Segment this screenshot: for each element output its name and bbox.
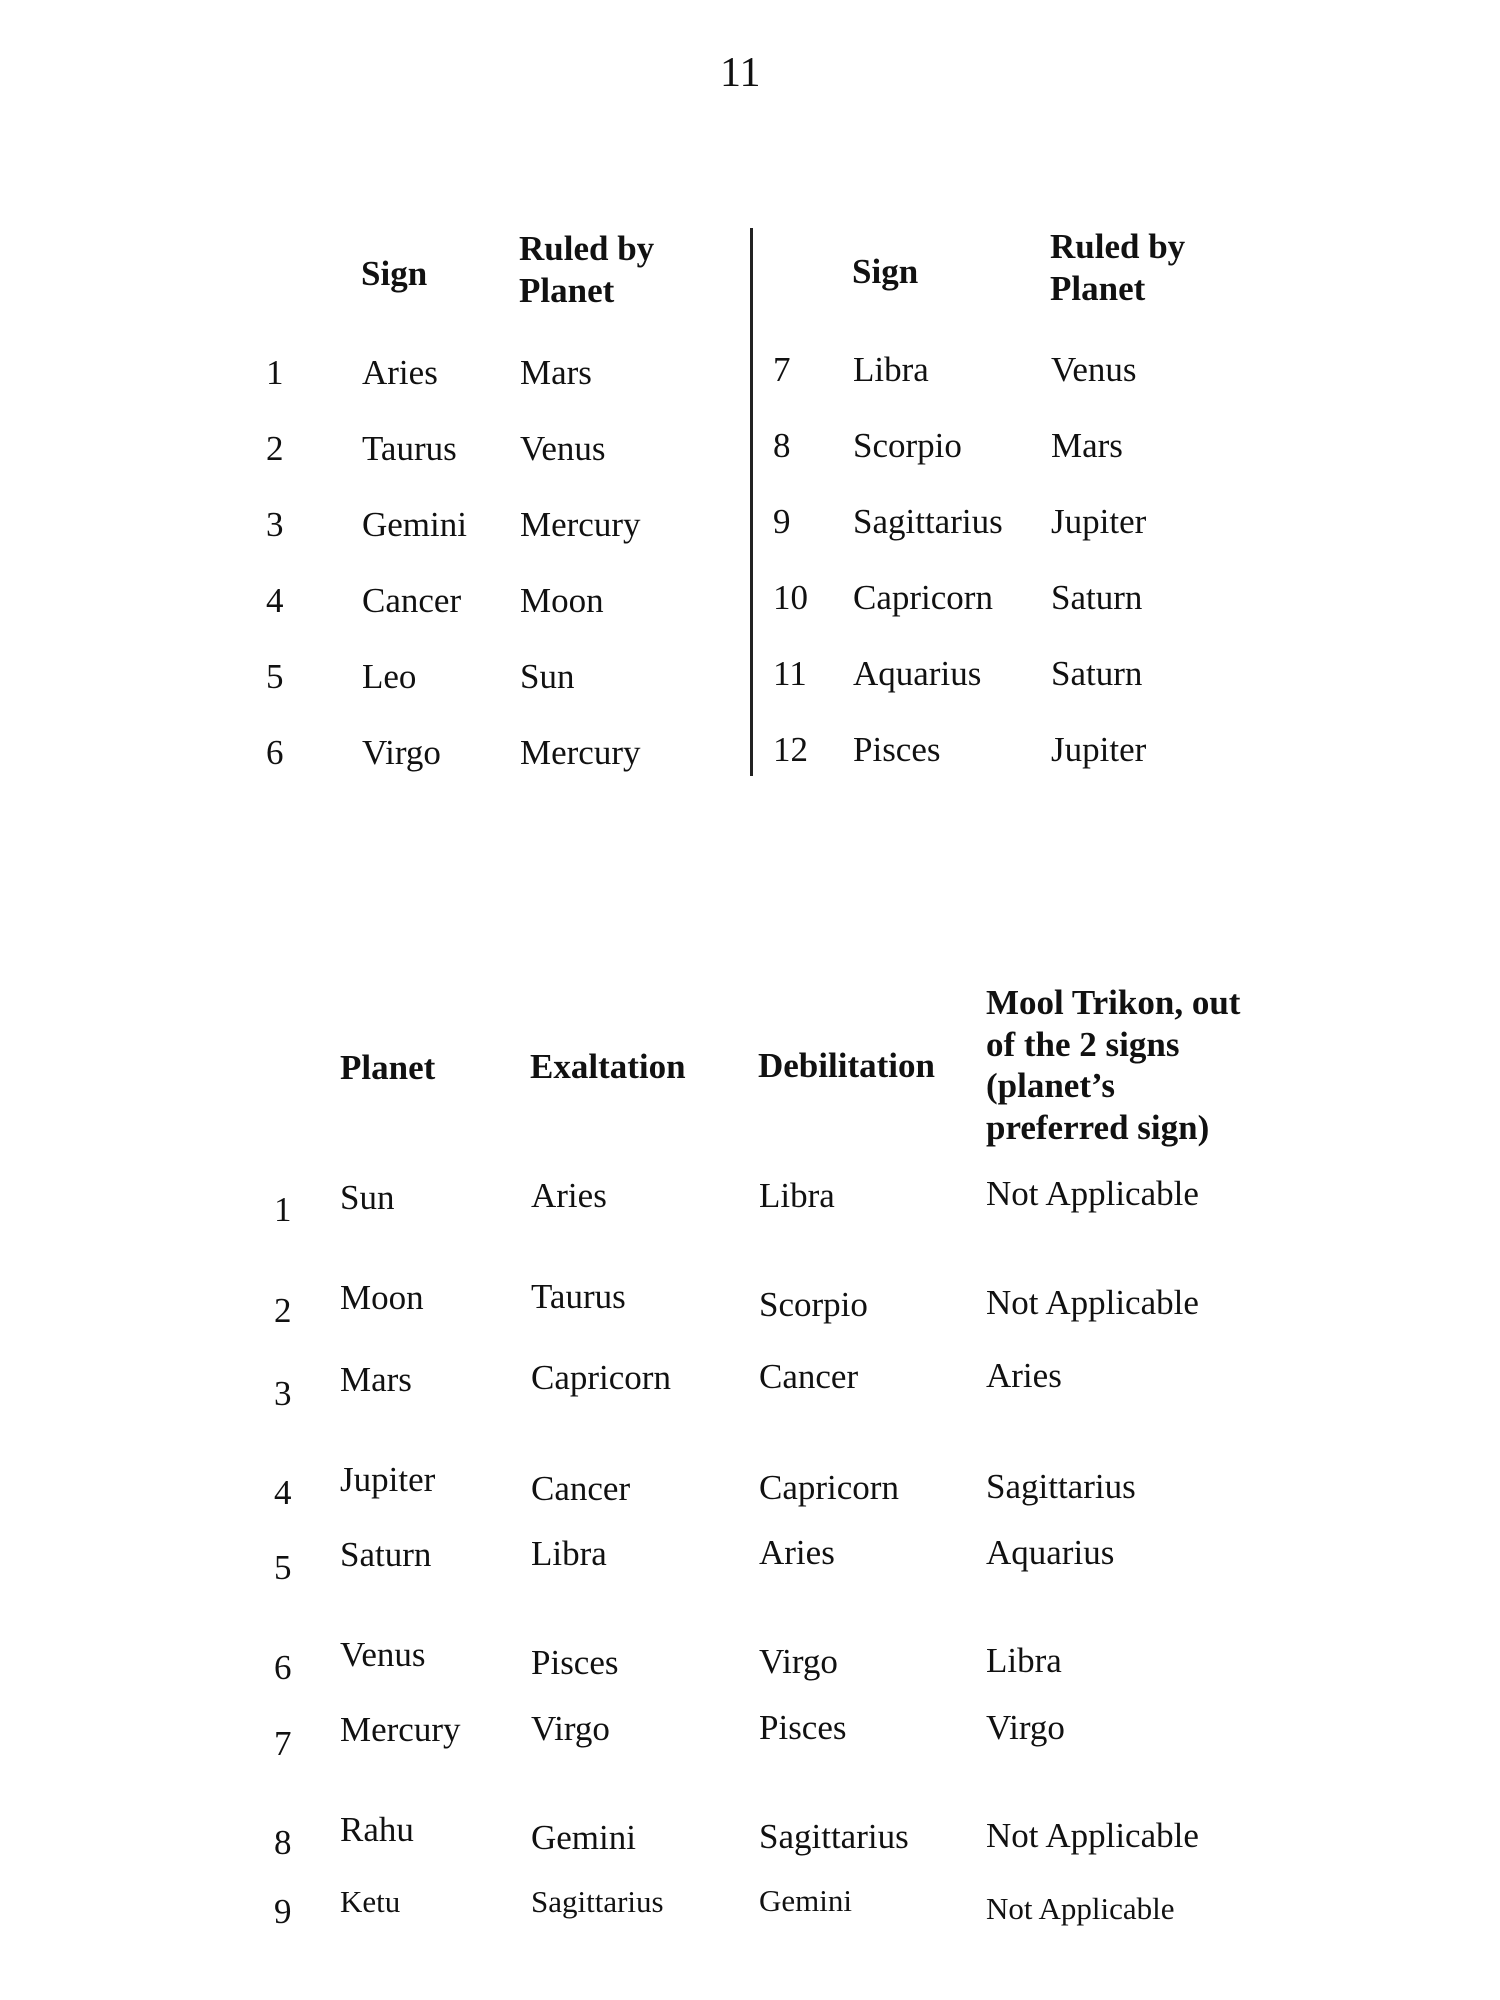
header-sign-right: Sign	[852, 252, 919, 291]
exaltation-cell: Capricorn	[531, 1358, 671, 1397]
exaltation-cell: Gemini	[531, 1818, 636, 1857]
header-ruled-by-left: Ruled by Planet	[519, 229, 655, 310]
mool-trikon-cell: Aquarius	[986, 1533, 1115, 1572]
row-number: 9	[773, 502, 791, 541]
header-exaltation: Exaltation	[530, 1047, 686, 1086]
planet-cell: Ketu	[340, 1884, 401, 1919]
debilitation-cell: Gemini	[759, 1883, 852, 1918]
planet-cell: Moon	[520, 581, 604, 620]
row-number: 10	[773, 578, 808, 617]
header-mool-trikon: Mool Trikon, out of the 2 signs (planet’s preferred sign)	[986, 983, 1241, 1147]
debilitation-cell: Scorpio	[759, 1285, 868, 1324]
sign-cell: Gemini	[362, 505, 467, 544]
header-ruled-by-right: Ruled by Planet	[1050, 227, 1186, 308]
planet-cell: Venus	[1051, 350, 1137, 389]
debilitation-cell: Aries	[759, 1533, 835, 1572]
sign-cell: Taurus	[362, 429, 457, 468]
exaltation-cell: Pisces	[531, 1643, 619, 1682]
planet-cell: Mercury	[340, 1710, 461, 1749]
sign-cell: Scorpio	[853, 426, 962, 465]
debilitation-cell: Libra	[759, 1176, 835, 1215]
row-number: 4	[274, 1473, 292, 1512]
header-sign-left: Sign	[361, 254, 428, 293]
row-number: 7	[773, 350, 791, 389]
row-number: 1	[274, 1190, 292, 1229]
row-number: 8	[274, 1823, 292, 1862]
sign-cell: Aquarius	[853, 654, 982, 693]
table-divider	[750, 228, 753, 776]
planet-cell: Jupiter	[1051, 730, 1147, 769]
sign-cell: Aries	[362, 353, 438, 392]
planet-cell: Venus	[520, 429, 606, 468]
row-number: 11	[773, 654, 807, 693]
planet-cell: Mars	[1051, 426, 1123, 465]
row-number: 6	[266, 733, 284, 772]
mool-trikon-cell: Not Applicable	[986, 1891, 1175, 1926]
row-number: 6	[274, 1648, 292, 1687]
mool-trikon-cell: Not Applicable	[986, 1816, 1199, 1855]
exaltation-cell: Taurus	[531, 1277, 626, 1316]
mool-trikon-cell: Libra	[986, 1641, 1062, 1680]
sign-cell: Cancer	[362, 581, 462, 620]
exaltation-cell: Sagittarius	[531, 1884, 664, 1919]
planet-cell: Saturn	[1051, 654, 1143, 693]
planet-cell: Sun	[520, 657, 575, 696]
exaltation-cell: Libra	[531, 1534, 607, 1573]
mool-trikon-cell: Sagittarius	[986, 1467, 1136, 1506]
planet-cell: Saturn	[340, 1535, 432, 1574]
row-number: 4	[266, 581, 284, 620]
planet-cell: Mars	[520, 353, 592, 392]
row-number: 3	[274, 1374, 292, 1413]
row-number: 2	[274, 1291, 292, 1330]
row-number: 9	[274, 1892, 292, 1931]
sign-cell: Pisces	[853, 730, 941, 769]
exaltation-cell: Virgo	[531, 1709, 610, 1748]
row-number: 3	[266, 505, 284, 544]
row-number: 2	[266, 429, 284, 468]
mool-trikon-cell: Not Applicable	[986, 1283, 1199, 1322]
row-number: 12	[773, 730, 808, 769]
sign-cell: Virgo	[362, 733, 441, 772]
row-number: 5	[266, 657, 284, 696]
debilitation-cell: Cancer	[759, 1357, 859, 1396]
sign-cell: Sagittarius	[853, 502, 1003, 541]
planet-cell: Rahu	[340, 1810, 414, 1849]
sign-cell: Leo	[362, 657, 417, 696]
mool-trikon-cell: Virgo	[986, 1708, 1065, 1747]
row-number: 7	[274, 1724, 292, 1763]
page-number: 11	[720, 50, 761, 96]
planet-cell: Saturn	[1051, 578, 1143, 617]
header-debilitation: Debilitation	[758, 1046, 935, 1085]
debilitation-cell: Pisces	[759, 1708, 847, 1747]
sign-cell: Libra	[853, 350, 929, 389]
planet-cell: Mercury	[520, 733, 641, 772]
planet-cell: Jupiter	[1051, 502, 1147, 541]
planet-cell: Moon	[340, 1278, 424, 1317]
exaltation-cell: Aries	[531, 1176, 607, 1215]
mool-trikon-cell: Aries	[986, 1356, 1062, 1395]
mool-trikon-cell: Not Applicable	[986, 1174, 1199, 1213]
debilitation-cell: Capricorn	[759, 1468, 899, 1507]
header-planet: Planet	[340, 1048, 436, 1087]
debilitation-cell: Virgo	[759, 1642, 838, 1681]
row-number: 1	[266, 353, 284, 392]
debilitation-cell: Sagittarius	[759, 1817, 909, 1856]
exaltation-cell: Cancer	[531, 1469, 631, 1508]
sign-cell: Capricorn	[853, 578, 993, 617]
row-number: 5	[274, 1548, 292, 1587]
planet-cell: Jupiter	[340, 1460, 436, 1499]
planet-cell: Venus	[340, 1635, 426, 1674]
row-number: 8	[773, 426, 791, 465]
planet-cell: Mars	[340, 1360, 412, 1399]
planet-cell: Mercury	[520, 505, 641, 544]
planet-cell: Sun	[340, 1178, 395, 1217]
